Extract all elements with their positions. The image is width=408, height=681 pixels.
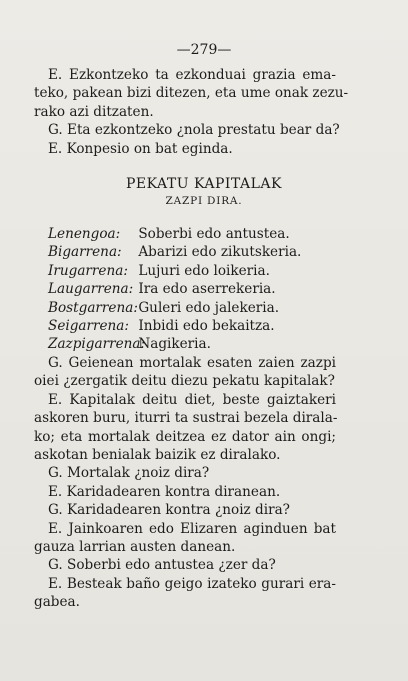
bottom-dialogue xyxy=(34,354,336,611)
text-line: askoren buru, iturri ta sustrai bezela dirala- xyxy=(34,410,338,427)
text-line: oiei ¿zergatik deitu diezu pekatu kapitalak? xyxy=(34,373,335,390)
top-dialogue xyxy=(34,66,349,158)
list-item xyxy=(48,225,350,243)
sin-ordinal: Bigarrena: xyxy=(48,244,122,261)
sin-name: Ira edo aserrekeria. xyxy=(138,281,276,298)
text-line: rako azi ditzaten. xyxy=(34,103,154,120)
list-item xyxy=(48,317,350,335)
sin-ordinal: Laugarrena: xyxy=(48,281,134,298)
sin-ordinal: Bostgarrena: xyxy=(48,299,138,316)
list-item xyxy=(48,243,350,261)
section-title: PEKATU KAPITALAK xyxy=(126,176,282,192)
sin-name: Abarizi edo zikutskeria. xyxy=(138,244,302,261)
text-line: gauza larrian austen danean. xyxy=(34,538,236,555)
text-line: askotan benialak baizik ez diralako. xyxy=(34,446,281,463)
text-line: gabea. xyxy=(34,594,80,611)
text-line: G. Mortalak ¿noiz dira? xyxy=(48,465,210,482)
text-line: E. Konpesio on bat eginda. xyxy=(48,140,233,157)
text-line: E. Karidadearen kontra diranean. xyxy=(48,483,281,500)
text-line: E. Besteak baño geigo izateko gurari era- xyxy=(48,575,336,592)
capital-sins-list xyxy=(48,225,350,354)
list-item xyxy=(48,335,350,353)
text-line: E. Jainkoaren edo Elizaren aginduen bat xyxy=(48,520,336,537)
list-item xyxy=(48,280,350,298)
section-subtitle: ZAZPI DIRA. xyxy=(165,195,243,207)
text-line: ko; eta mortalak deitzea ez dator ain ongi; xyxy=(34,428,336,445)
sin-ordinal: Zazpigarrena: xyxy=(48,336,146,353)
sin-name: Soberbi edo antustea. xyxy=(138,226,290,242)
text-line: E. Ezkontzeko ta ezkonduai grazia ema- xyxy=(48,67,336,83)
text-line: G. Geienean mortalak esaten zaien zazpi xyxy=(48,355,336,371)
page-number: —279— xyxy=(176,42,232,58)
text-line: G. Karidadearen kontra ¿noiz dira? xyxy=(48,502,290,519)
sin-ordinal: Seigarrena: xyxy=(48,317,129,334)
sin-name: Nagikeria. xyxy=(138,336,211,353)
sin-ordinal: Lenengoa: xyxy=(48,226,121,242)
sin-ordinal: Irugarrena: xyxy=(48,262,128,279)
text-line: teko, pakean bizi ditezen, eta ume onak zezu- xyxy=(34,85,349,102)
list-item xyxy=(48,262,350,280)
text-line: E. Kapitalak deitu diet, beste gaiztakeri xyxy=(48,391,336,408)
sin-name: Lujuri edo loikeria. xyxy=(138,262,270,279)
sin-name: Inbidi edo bekaitza. xyxy=(138,317,275,334)
sin-name: Guleri edo jalekeria. xyxy=(138,299,280,316)
text-line: G. Eta ezkontzeko ¿nola prestatu bear da? xyxy=(48,122,340,139)
text-line: G. Soberbi edo antustea ¿zer da? xyxy=(48,557,276,574)
list-item xyxy=(48,299,350,317)
